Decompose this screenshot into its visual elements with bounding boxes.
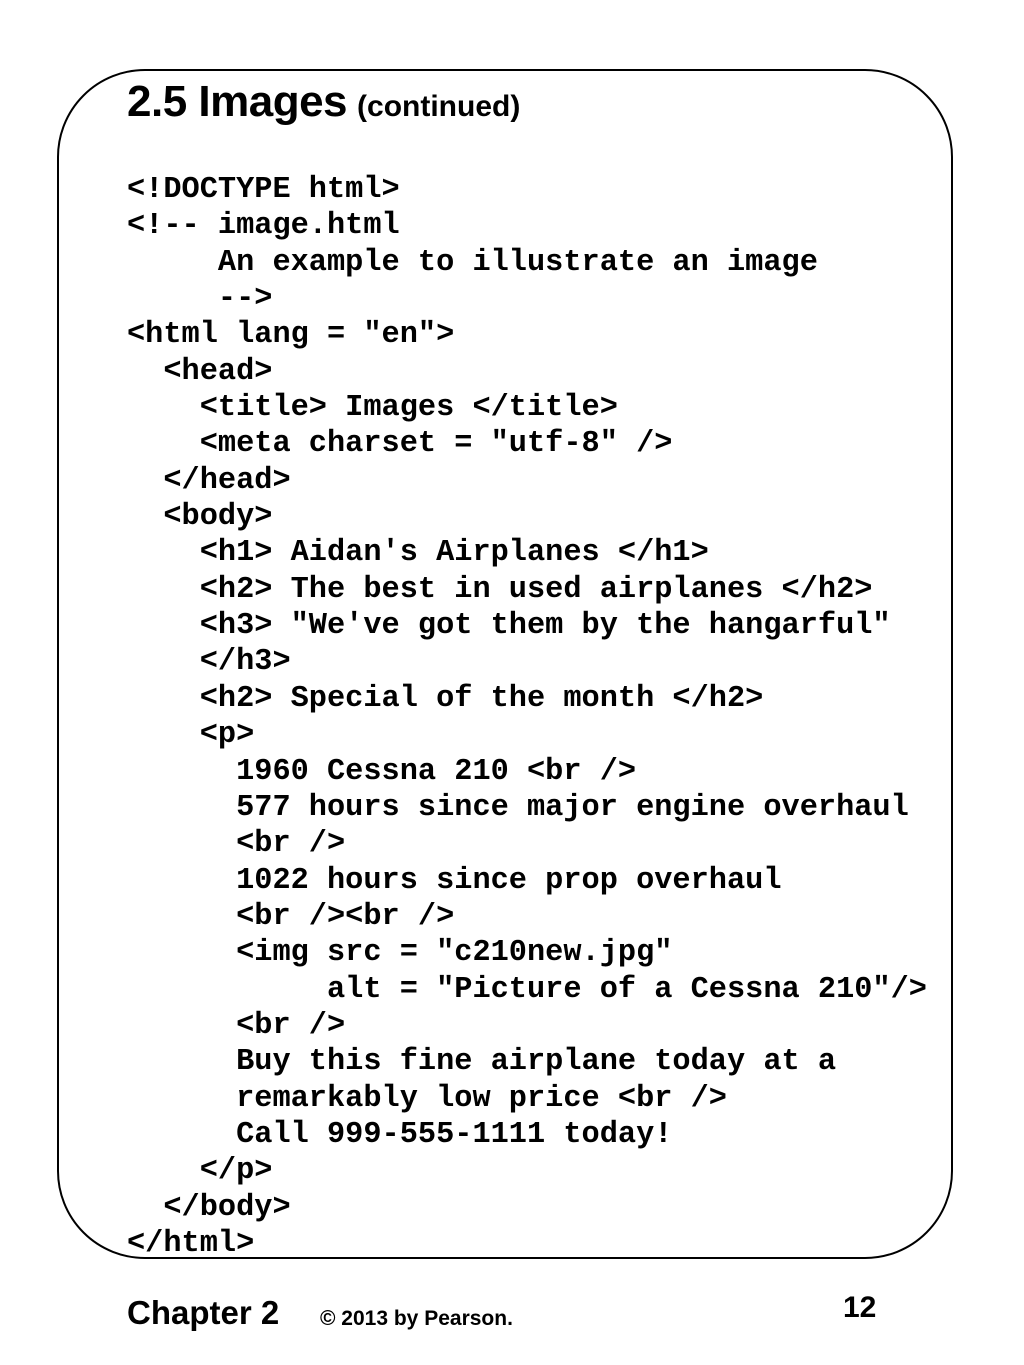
code-line: </body> — [127, 1190, 291, 1225]
code-line: </h3> — [127, 645, 291, 680]
code-line: Call 999-555-1111 today! — [127, 1117, 673, 1152]
code-line: <br /> — [127, 827, 346, 862]
code-line: <h2> The best in used airplanes </h2> — [127, 572, 873, 607]
code-line: --> — [127, 282, 273, 317]
code-line: <meta charset = ″utf-8″ /> — [127, 427, 673, 462]
code-line: <title> Images </title> — [127, 391, 618, 426]
code-line: </html> — [127, 1226, 255, 1261]
code-line: remarkably low price <br /> — [127, 1081, 727, 1116]
code-line: <h1> Aidan's Airplanes </h1> — [127, 536, 709, 571]
code-listing — [127, 172, 927, 1262]
code-line: <body> — [127, 500, 273, 535]
code-line: <h3> "We've got them by the hangarful" — [127, 609, 891, 644]
code-line: <p> — [127, 718, 255, 753]
code-line: </p> — [127, 1154, 273, 1189]
code-line: 1022 hours since prop overhaul — [127, 863, 782, 898]
code-line: <br /> — [127, 1008, 346, 1043]
code-line: <br /><br /> — [127, 899, 455, 934]
footer-chapter: Chapter 2 — [127, 1294, 280, 1331]
code-line: <img src = "c210new.jpg" — [127, 936, 673, 971]
page-number: 12 — [843, 1291, 877, 1324]
slide-title-main: 2.5 Images — [127, 77, 348, 126]
slide-title-subtitle: (continued) — [357, 90, 521, 123]
slide-title — [127, 77, 521, 126]
code-line: <head> — [127, 354, 273, 389]
footer-copyright: © 2013 by Pearson. — [320, 1307, 513, 1330]
code-line: <!-- image.html — [127, 209, 400, 244]
code-line: <html lang = ″en″> — [127, 318, 455, 353]
code-line: <!DOCTYPE html> — [127, 173, 400, 207]
code-line: 1960 Cessna 210 <br /> — [127, 754, 637, 789]
code-line: alt = "Picture of a Cessna 210"/> — [127, 972, 927, 1007]
code-line: </head> — [127, 463, 291, 498]
code-line: An example to illustrate an image — [127, 245, 818, 280]
code-line: <h2> Special of the month </h2> — [127, 681, 764, 716]
code-line: Buy this fine airplane today at a — [127, 1045, 837, 1080]
code-line: 577 hours since major engine overhaul — [127, 790, 909, 825]
